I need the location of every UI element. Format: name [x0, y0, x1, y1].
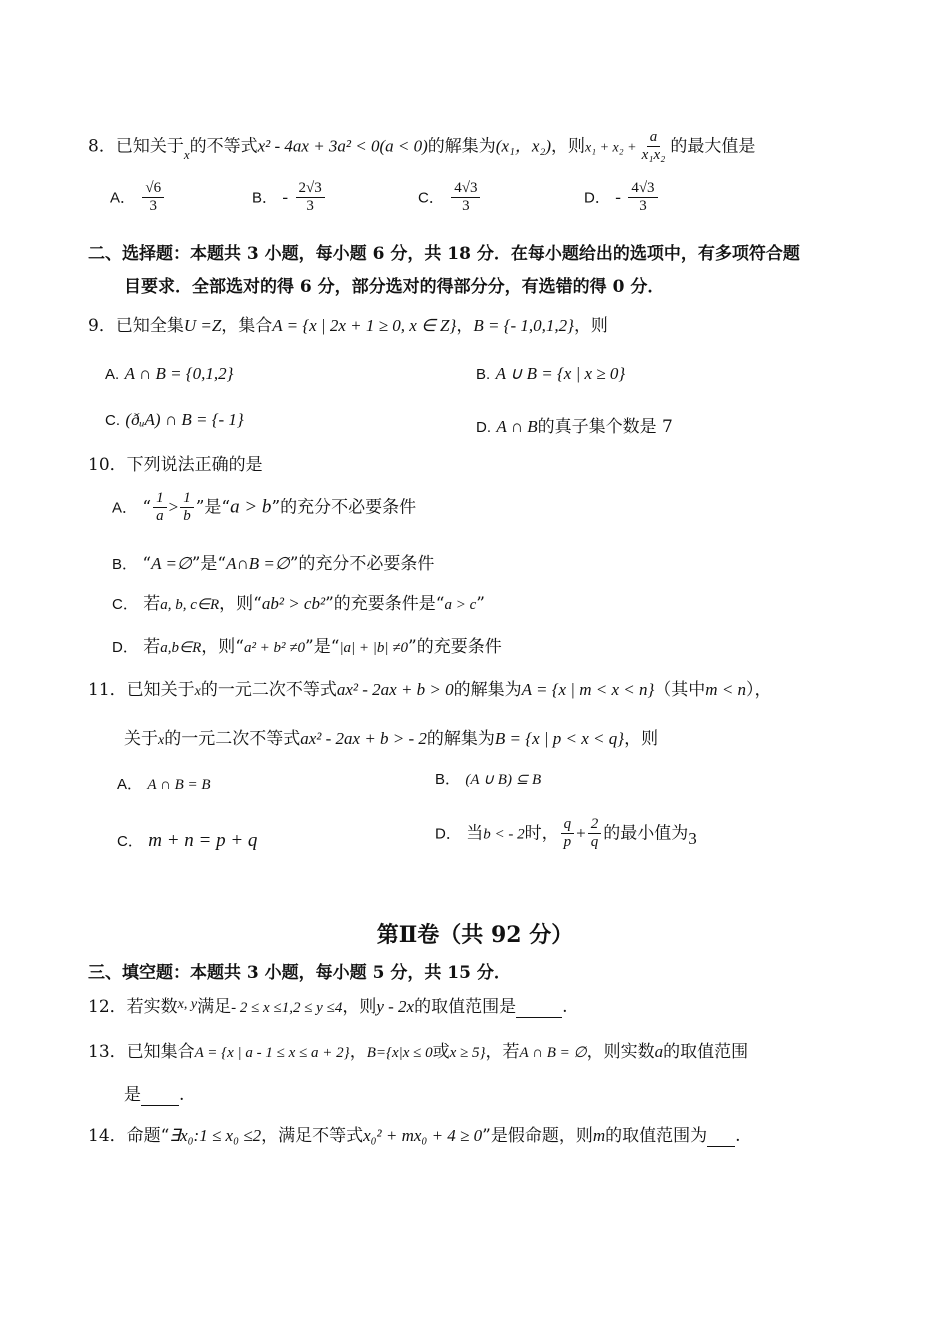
q11-option-b-text: (A ∪ B) ⊆ B [465, 772, 542, 788]
q11-option-c-label: C． [117, 833, 143, 850]
q11-l2-text-4: ，则 [624, 729, 659, 749]
q10-option-c-text-2: ，则“ [219, 594, 262, 614]
q9-text-4: ，则 [573, 316, 608, 336]
q12-text-4: 的取值范围是 [414, 997, 517, 1017]
q9-stem [88, 316, 608, 336]
q10-option-d-text-3: ”是“ [305, 637, 340, 657]
q8-option-b-num: 2√3 [296, 180, 325, 198]
section-2-heading-line-1: 二、选择题：本题共 3 小题，每小题 6 分，共 18 分．在每小题给出的选项中，有多项符合题 [88, 244, 800, 264]
q8-option-a-label: A． [110, 189, 136, 207]
q8-option-a-fraction [142, 180, 164, 216]
q13-line-2-text: 是 [124, 1085, 141, 1105]
q10-option-a-gt: > [168, 497, 179, 517]
q10-option-c-expr-1: ab² > cb² [261, 594, 326, 613]
q10-option-c-label: C． [112, 596, 138, 613]
q11-option-d-text-2: 时， [524, 823, 559, 844]
q12-text-2: 满足 [197, 997, 232, 1017]
q8-number: 8． [88, 136, 116, 157]
q8-option-a[interactable] [110, 180, 166, 216]
q11-option-d[interactable] [435, 816, 697, 852]
q10-stem-text: 下列说法正确的是 [126, 455, 263, 475]
q14-text-4: 的取值范围为 [605, 1126, 708, 1146]
q8-fraction [639, 129, 669, 165]
q10-option-c-text-4: ” [476, 594, 485, 614]
q10-option-b-quote-open: “ [142, 554, 152, 574]
q12-vars: x, y [177, 997, 198, 1012]
q8-stem [88, 129, 755, 165]
q10-option-a-frac-b-num: 1 [180, 490, 194, 508]
q11-option-a-label: A． [117, 776, 143, 793]
q10-option-d-expr-1: a² + b² ≠0 [243, 640, 306, 656]
q11-option-b-label: B． [435, 771, 461, 788]
q13-stem-line-2 [124, 1085, 184, 1106]
q11-l1-text-1: 已知关于 [126, 680, 195, 700]
q11-option-a[interactable] [117, 773, 211, 794]
q13-set-b-part-1: B={x|x ≤ 0 [366, 1045, 433, 1061]
q10-option-a-frac-a-num: 1 [153, 490, 167, 508]
q11-l2-set-b: B = {x | p < x < q} [494, 729, 625, 748]
q9-universe: U =Z [183, 316, 222, 335]
q14-expression-1: ∃x₀:1 ≤ x₀ ≤2 [169, 1126, 262, 1145]
q10-option-a[interactable] [112, 490, 416, 526]
q8-option-d-label: D． [584, 189, 610, 207]
q8-option-b[interactable] [252, 180, 327, 216]
q8-option-a-den: 3 [149, 198, 158, 215]
q9-text-1: 已知全集 [115, 316, 184, 336]
q9-option-c-text: (ðᵤA) ∩ B = {- 1} [125, 410, 244, 429]
q9-option-c[interactable] [105, 410, 244, 430]
q13-end: . [179, 1085, 185, 1105]
q8-option-c-fraction [451, 180, 480, 216]
q9-option-a-label: A. [105, 366, 120, 383]
q8-inequality: x² - 4ax + 3a² < 0(a < 0) [257, 136, 428, 156]
q12-end: . [562, 997, 568, 1017]
q9-option-c-label: C. [105, 412, 120, 429]
q12-stem [88, 997, 568, 1018]
q10-number: 10． [88, 455, 127, 475]
q12-expression: y - 2x [376, 997, 415, 1016]
q9-option-d-text: A ∩ B [496, 417, 538, 436]
q11-option-d-text-1: 当 [466, 823, 484, 844]
q11-option-d-condition: b < - 2 [483, 826, 525, 843]
q10-option-a-quote-open: “ [142, 497, 152, 518]
q8-option-d-den: 3 [639, 198, 647, 215]
q13-stem-line-1 [88, 1042, 748, 1062]
q13-text-1: 已知集合 [126, 1042, 195, 1062]
q11-l1-condition: m < n [705, 680, 747, 699]
q11-l1-text-4: （其中 [654, 680, 706, 700]
q8-option-d-num: 4√3 [628, 180, 657, 198]
q8-option-d-sign: - [615, 187, 621, 207]
q9-option-b[interactable] [476, 364, 625, 384]
q8-fraction-den: x₁x₂ [641, 147, 666, 164]
section-3-heading: 三、填空题：本题共 3 小题，每小题 5 分，共 15 分． [88, 963, 511, 983]
q10-option-a-expr: a > b [230, 496, 272, 518]
q11-number: 11． [88, 680, 127, 700]
q8-option-c-num: 4√3 [451, 180, 480, 198]
q10-option-d-expr-2: |a| + |b| ≠0 [339, 640, 409, 656]
q12-condition: - 2 ≤ x ≤1,2 ≤ y ≤4 [231, 1000, 343, 1016]
q14-text-1: 命题“ [126, 1126, 170, 1146]
q8-option-d-fraction [628, 180, 657, 216]
q11-l1-inequality: ax² - 2ax + b > 0 [336, 680, 454, 699]
q9-option-d-label: D. [476, 419, 491, 436]
q13-or: 或 [432, 1042, 450, 1062]
q8-text-1: 已知关于 [115, 136, 184, 157]
q8-option-b-fraction [296, 180, 325, 216]
q11-option-d-label: D． [435, 825, 461, 843]
q12-answer-blank[interactable] [516, 997, 562, 1018]
q11-l2-inequality: ax² - 2ax + b > - 2 [300, 729, 427, 748]
q11-option-d-frac-2-den: q [590, 834, 599, 851]
q8-interval: (x₁，x₂) [495, 136, 552, 156]
q11-option-d-frac-1-num: q [561, 816, 575, 834]
q10-option-c[interactable] [112, 589, 485, 614]
q10-option-c-text-3: ”的充要条件是“ [325, 594, 445, 614]
q10-option-a-frac-a [153, 490, 167, 526]
q9-option-b-text: A ∪ B = {x | x ≥ 0} [495, 364, 626, 383]
q11-l1-text-2: 的一元二次不等式 [200, 680, 337, 700]
q11-option-b[interactable] [435, 768, 541, 789]
q8-option-c-label: C． [418, 189, 444, 207]
q8-text-3: 的解集为 [427, 136, 496, 157]
part-2-title: 第Ⅱ卷（共 92 分） [376, 922, 574, 948]
q14-stem [88, 1126, 741, 1147]
q11-l2-text-1: 关于 [124, 729, 158, 749]
q10-option-b-expr-2: A∩B =∅ [226, 554, 290, 573]
q11-option-d-plus: + [576, 823, 586, 843]
q14-end: . [735, 1126, 741, 1146]
q11-option-d-frac-1 [561, 816, 575, 852]
q11-stem-line-2 [124, 729, 658, 750]
q11-l2-text-3: 的解集为 [426, 729, 495, 749]
q8-option-b-sign: - [282, 187, 289, 207]
q11-option-d-frac-2 [588, 816, 602, 852]
q14-number: 14． [88, 1126, 127, 1146]
q10-option-a-mid: ”是“ [195, 497, 231, 518]
q12-text-1: 若实数 [126, 997, 178, 1017]
q10-option-b-mid: ”是“ [191, 554, 227, 574]
q10-option-a-frac-b-den: b [183, 508, 191, 525]
q8-text-2: 的不等式 [189, 136, 258, 157]
q12-text-3: ，则 [342, 997, 377, 1017]
q9-set-a: A = {x | 2x + 1 ≥ 0, x ∈ Z} [272, 316, 457, 335]
q13-set-b-part-2: x ≥ 5} [449, 1045, 486, 1061]
q13-var-a: a [654, 1042, 664, 1061]
q14-text-2: ，满足不等式 [261, 1126, 364, 1146]
q8-text-5: 的最大值是 [670, 136, 756, 157]
q10-option-b-tail: ”的充分不必要条件 [289, 554, 435, 574]
q10-option-d-text-2: ，则“ [201, 637, 244, 657]
q8-option-c-den: 3 [462, 198, 470, 215]
q10-option-b-expr-1: A =∅ [151, 554, 192, 573]
q11-l2-text-2: 的一元二次不等式 [164, 729, 301, 749]
q10-option-a-frac-b [180, 490, 194, 526]
q11-l1-set-a: A = {x | m < x < n} [521, 680, 655, 699]
q10-option-d-label: D． [112, 639, 138, 656]
q14-text-3: ”是假命题，则 [482, 1126, 593, 1146]
q9-number: 9． [88, 316, 116, 336]
q8-option-c[interactable] [418, 180, 482, 216]
q9-option-a-text: A ∩ B = {0,1,2} [124, 364, 234, 383]
q12-number: 12． [88, 997, 127, 1017]
q8-option-a-num: √6 [142, 180, 164, 198]
q11-option-c[interactable] [117, 830, 257, 852]
q10-option-b[interactable] [112, 549, 434, 574]
q10-option-a-label: A． [112, 499, 138, 517]
q13-answer-blank[interactable] [141, 1085, 179, 1106]
q13-text-3: ，若 [485, 1042, 520, 1062]
q8-option-b-den: 3 [306, 198, 314, 215]
q13-set-a: A = {x | a - 1 ≤ x ≤ a + 2} [194, 1045, 350, 1061]
q9-option-a[interactable] [105, 364, 233, 384]
section-2-heading-line-2: 目要求．全部选对的得 6 分，部分选对的得部分分，有选错的得 0 分． [124, 277, 665, 297]
q13-text-2: ， [349, 1042, 367, 1062]
q8-option-d[interactable] [584, 180, 660, 216]
q11-option-a-text: A ∩ B = B [147, 777, 211, 793]
q9-text-3: ， [456, 316, 474, 336]
q11-l1-text-5: ）， [746, 680, 772, 700]
q10-option-d[interactable] [112, 632, 502, 657]
q11-option-d-frac-1-den: p [563, 834, 572, 851]
q8-text-4: ，则 [551, 136, 586, 157]
q10-option-c-expr-2: a > c [444, 597, 477, 613]
q14-expression-2: x₀² + mx₀ + 4 ≥ 0 [363, 1126, 483, 1145]
q10-option-d-text-4: ”的充要条件 [408, 637, 502, 657]
q8-fraction-num: a [647, 129, 661, 147]
q10-stem [88, 455, 263, 475]
q11-l2-var-x: x [158, 733, 165, 748]
q10-option-c-text-1: 若 [143, 594, 161, 614]
q13-text-4: ，则实数 [586, 1042, 655, 1062]
q9-option-d-tail: 的真子集个数是 7 [537, 417, 673, 437]
q13-number: 13． [88, 1042, 127, 1062]
q9-set-b: B = {- 1,0,1,2} [473, 316, 574, 335]
q13-condition: A ∩ B = ∅ [519, 1045, 587, 1061]
q9-option-d[interactable] [476, 412, 673, 437]
q8-option-b-label: B． [252, 189, 278, 207]
q9-text-2: ，集合 [221, 316, 273, 336]
q8-expr-left: x₁ + x₂ + [585, 140, 637, 156]
q13-text-5: 的取值范围 [663, 1042, 749, 1062]
q11-option-d-value: 3 [688, 829, 697, 849]
q14-var-m: m [592, 1126, 606, 1145]
q11-stem-line-1 [88, 680, 772, 701]
q11-option-d-text-3: 的最小值为 [603, 823, 689, 844]
q8-var-x: x [183, 147, 190, 163]
q11-l1-var-x: x [194, 684, 201, 699]
q14-answer-blank[interactable] [707, 1126, 735, 1147]
q11-option-d-frac-2-num: 2 [588, 816, 602, 834]
q10-option-a-tail: ”的充分不必要条件 [271, 497, 417, 518]
q10-option-b-label: B． [112, 556, 138, 573]
q11-option-c-text: m + n = p + q [148, 830, 258, 851]
q11-l1-text-3: 的解集为 [453, 680, 522, 700]
q10-option-d-vars: a,b∈R [160, 640, 202, 656]
q9-option-b-label: B. [476, 366, 491, 383]
q10-option-a-frac-a-den: a [156, 508, 164, 525]
q10-option-d-text-1: 若 [143, 637, 161, 657]
q10-option-c-vars: a, b, c∈R [160, 597, 220, 613]
